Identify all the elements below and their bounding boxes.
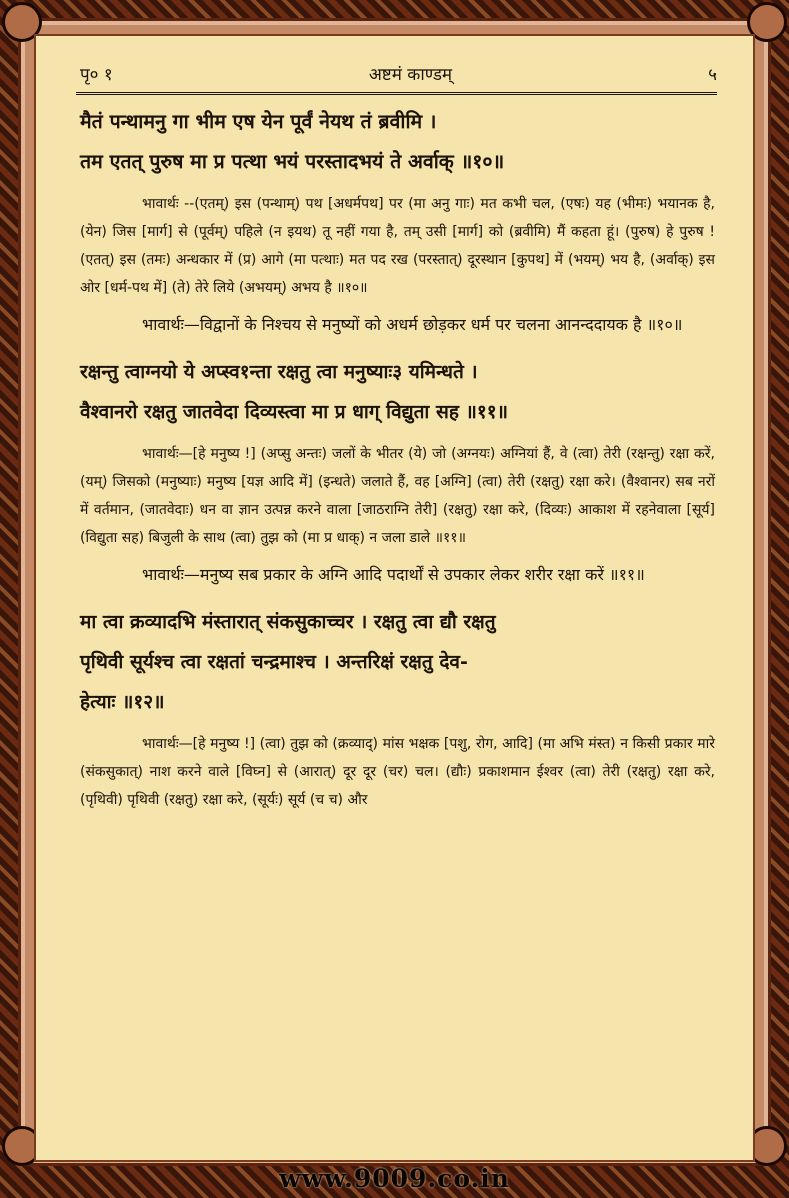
summary-text: भावार्थः—विद्वानों के निश्चय से मनुष्यों को अधर्म छोड़कर धर्म पर चलना आनन्ददायक है ॥१०॥ (142, 315, 683, 334)
commentary-text: भावार्थः --(एतम्) इस (पन्थाम्) पथ [अधर्मपथ] पर (मा अनु गाः) मत कभी चल, (एषः) यह (भीमः) भयानक है, (येन) जिस [मार्ग] से (पूर्वम्) पहिले (न इयथ) तू नहीं गया है, तम् उसी [मार्ग] को (ब्रवीमि) मैं कहता हूं। (पुरुष) हे पुरुष ! (एतत्) इस (तमः) अन्धकार में (प्र) आगे (मा पत्थाः) मत पद रख (परस्तात्) दूरस्थान [कुपथ] में (भयम्) भय है, (अर्वाक्) इस ओर [धर्म-पथ में] (ते) तेरे लिये (अभयम्) अभय है ॥१०॥ (80, 196, 715, 296)
commentary-text: भावार्थः—[हे मनुष्य !] (त्वा) तुझ को (क्रव्याद्) मांस भक्षक [पशु, रोग, आदि] (मा अभि मंस्त) न किसी प्रकार मारे (संकसुकात्) नाश करने वाले [विघ्न] से (आरात्) दूर दूर (चर) चल। (द्यौः) प्रकाशमान ईश्वर (त्वा) तेरी (रक्षतु) रक्षा करे, (पृथिवी) पृथिवी (रक्षतु) रक्षा करे, (सूर्यः) सूर्य (च च) और (80, 736, 715, 808)
summary-paragraph (80, 310, 715, 340)
summary-text: भावार्थः—मनुष्य सब प्रकार के अग्नि आदि पदार्थों से उपकार लेकर शरीर रक्षा करें ॥११॥ (142, 565, 645, 584)
commentary-paragraph (80, 190, 715, 302)
summary-paragraph (80, 560, 715, 590)
mantra-line: पृथिवी सूर्यश्च त्वा रक्षतां चन्द्रमाश्च । अन्तरिक्षं रक्षतु देव- (80, 651, 468, 673)
page-number-label: पृ० १ (80, 64, 113, 85)
mantra-line: मा त्वा क्रव्यादभि मंस्तारात् संकसुकाच्चर । रक्षतु त्वा द्यौ रक्षतु (80, 611, 496, 633)
mantra-line: हेत्याः ॥१२॥ (80, 691, 165, 713)
page (36, 36, 753, 1160)
mantra-line: वैश्वानरो रक्षतु जातवेदा दिव्यस्त्वा मा प्र धाग् विद्युता सह ॥११॥ (80, 401, 509, 423)
website-watermark: www.9009.co.in (279, 1164, 510, 1193)
commentary-paragraph (80, 730, 715, 814)
chapter-title: अष्टमं काण्डम् (368, 64, 453, 85)
page-header (80, 58, 717, 88)
page-content (80, 102, 715, 814)
commentary-paragraph (80, 440, 715, 552)
mantra-line: रक्षन्तु त्वाग्नयो ये अप्स्व१न्ता रक्षतु त्वा मनुष्याः३ यमिन्धते । (80, 361, 478, 383)
corner-ornament-icon (747, 2, 787, 42)
commentary-text: भावार्थः—[हे मनुष्य !] (अप्सु अन्तः) जलों के भीतर (ये) जो (अग्नयः) अग्नियां हैं, वे (त्वा) तेरी (रक्षन्तु) रक्षा करें, (यम्) जिसको (मनुष्याः) मनुष्य [यज्ञ आदि में] (इन्धते) जलाते हैं, वह [अग्नि] (त्वा) तेरी (रक्षतु) रक्षा करे। (वैश्वानर) सब नरों में वर्तमान, (जातवेदाः) धन वा ज्ञान उत्पन्न करने वाला [जाठराग्नि तेरी] (रक्षतु) रक्षा करे, (दिव्यः) आकाश में रहनेवाला [सूर्य] (विद्युता सह) बिजुली के साथ (त्वा) तुझ को (मा प्र धाक्) न जला डाले ॥११॥ (80, 446, 715, 546)
page-number: ५ (708, 64, 717, 85)
mantra-line: मैतं पन्थामनु गा भीम एष येन पूर्वं नेयथ तं ब्रवीमि । (80, 110, 437, 133)
header-rule (76, 92, 717, 95)
mantra-line: तम एतत् पुरुष मा प्र पत्था भयं परस्तादभयं ते अर्वाक् ॥१०॥ (80, 150, 505, 173)
corner-ornament-icon (747, 1126, 787, 1166)
